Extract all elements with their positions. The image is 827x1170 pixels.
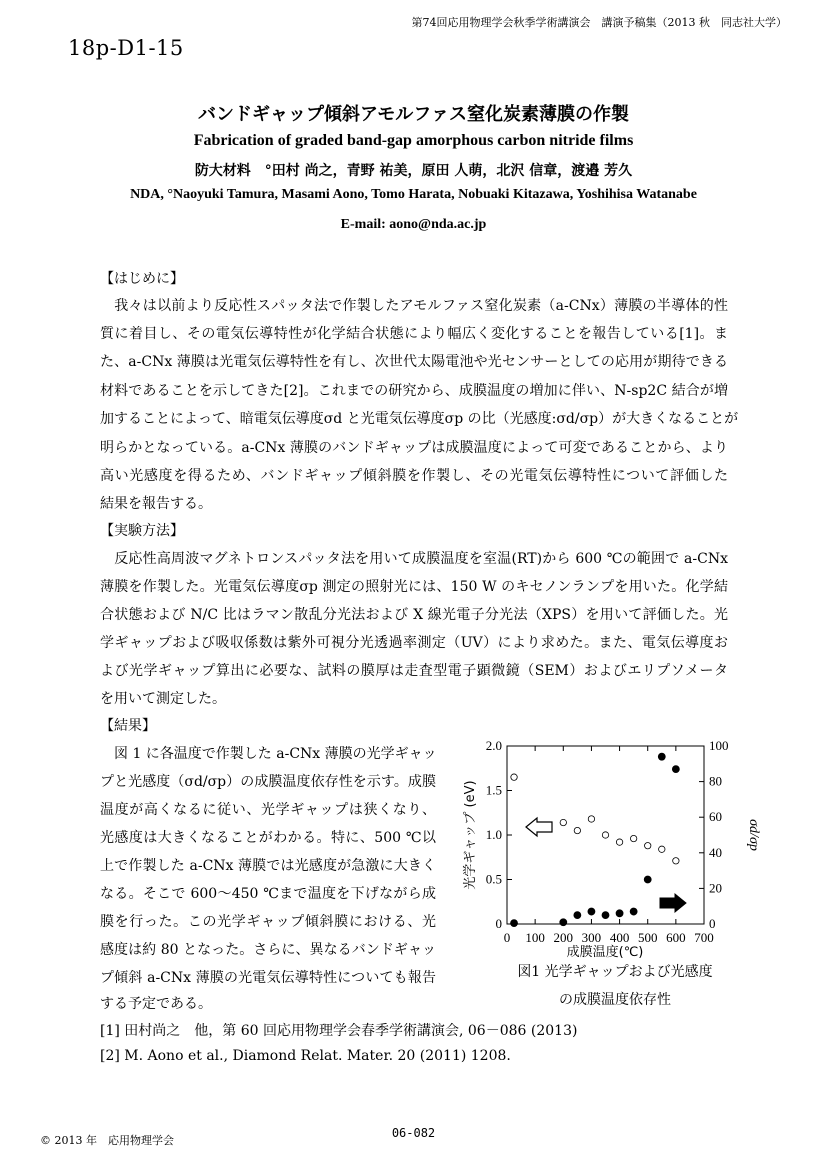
conference-header: 第74回応用物理学会秋季学術講演会 講演予稿集（2013 秋 同志社大学） xyxy=(411,16,787,29)
intro-line: た、a-CNx 薄膜は光電気伝導特性を有し、次世代太陽電池や光センサーとしての応用が期待できる xyxy=(100,354,728,370)
results-line: 光感度は大きくなることがわかる。特に、500 ℃以 xyxy=(100,830,436,846)
intro-line: 結果を報告する。 xyxy=(100,496,212,512)
results-line: 膜を行った。この光学ギャップ傾斜膜における、光 xyxy=(100,914,436,930)
left-axis-arrow-icon xyxy=(526,818,552,836)
results-line: 温度が高くなるに従い、光学ギャップは狭くなり、 xyxy=(100,802,436,818)
y-tick-label: 2.0 xyxy=(485,738,502,753)
reference-2: [2] M. Aono et al., Diamond Relat. Mater. 20 (2011) 1208. xyxy=(100,1048,511,1064)
y2-tick-label: 100 xyxy=(709,738,729,753)
y2-axis-label: σd/σp xyxy=(746,819,761,851)
optical-gap-point xyxy=(602,832,608,838)
title-japanese: バンドギャップ傾斜アモルファス窒化炭素薄膜の作製 xyxy=(198,104,629,125)
intro-line: 我々は以前より反応性スパッタ法で作製したアモルファス窒化炭素（a-CNx）薄膜の半導体的性 xyxy=(100,298,728,314)
email: E-mail: aono@nda.ac.jp xyxy=(340,217,487,232)
methods-line: よび光学ギャップ算出に必要な、試料の膜厚は走査型電子顕微鏡（SEM）およびエリプソメータ xyxy=(100,663,728,679)
y2-tick-label: 80 xyxy=(709,773,722,789)
x-tick-label: 300 xyxy=(581,930,602,945)
photosensitivity-point xyxy=(672,766,679,773)
methods-line: 反応性高周波マグネトロンスパッタ法を用いて成膜温度を室温(RT)から 600 ℃の範囲で a-CNx xyxy=(100,551,728,567)
authors-english: NDA, °Naoyuki Tamura, Masami Aono, Tomo Harata, Nobuaki Kitazawa, Yoshihisa Watanabe xyxy=(130,187,697,202)
results-heading: 【結果】 xyxy=(100,718,156,734)
photosensitivity-point xyxy=(602,912,609,919)
methods-line: 合状態および N/C 比はラマン散乱分光法および X 線光電子分光法（XPS）を用いて評価した。光 xyxy=(100,607,728,623)
y-tick-labels xyxy=(486,738,502,931)
y-tick-label: 1.5 xyxy=(485,782,502,798)
intro-line: 質に着目し、その電気伝導特性が化学結合状態により幅広く変化することを報告している[1]。ま xyxy=(100,326,728,342)
reference-1: [1] 田村尚之 他，第 60 回応用物理学会春季学術講演会, 06－086 (2013) xyxy=(100,1023,578,1039)
optical-gap-point xyxy=(560,819,566,825)
methods-line: 薄膜を作製した。光電気伝導度σp 測定の照射光には、150 W のキセノンランプを用いた。化学結 xyxy=(100,579,728,595)
results-line: プと光感度（σd/σp）の成膜温度依存性を示す。成膜 xyxy=(100,774,436,790)
intro-line: 明らかとなっている。a-CNx 薄膜のバンドギャップは成膜温度によって可変であることから、より xyxy=(100,440,728,456)
results-line: なる。そこで 600～450 ℃まで温度を下げながら成 xyxy=(100,886,436,902)
figure-1-chart xyxy=(455,735,765,960)
title-english: Fabrication of graded band-gap amorphous carbon nitride films xyxy=(193,132,634,149)
data-points xyxy=(511,753,680,926)
optical-gap-point xyxy=(645,842,651,848)
x-tick-labels xyxy=(504,930,714,945)
photosensitivity-point xyxy=(658,753,665,760)
x-tick-label: 200 xyxy=(553,930,574,945)
photosensitivity-point xyxy=(630,908,637,915)
optical-gap-point xyxy=(511,774,517,780)
photosensitivity-point xyxy=(588,908,595,915)
right-axis-arrow-icon xyxy=(660,894,686,912)
optical-gap-point xyxy=(673,858,679,864)
y-tick-label: 0 xyxy=(495,916,502,931)
photosensitivity-point xyxy=(644,876,651,883)
x-tick-label: 400 xyxy=(609,930,630,945)
methods-line: 学ギャップおよび吸収係数は紫外可視分光透過率測定（UV）により求めた。また、電気伝導度お xyxy=(100,635,728,651)
intro-heading: 【はじめに】 xyxy=(100,271,184,287)
figure-caption-line2: の成膜温度依存性 xyxy=(559,992,671,1008)
methods-line: を用いて測定した。 xyxy=(100,691,226,707)
x-tick-label: 600 xyxy=(666,930,686,945)
x-tick-label: 700 xyxy=(694,930,714,945)
photosensitivity-point xyxy=(574,912,581,919)
x-tick-label: 0 xyxy=(503,930,511,945)
results-line: 上で作製した a-CNx 薄膜では光感度が急激に大きく xyxy=(100,858,436,874)
x-tick-label: 100 xyxy=(525,930,545,945)
photosensitivity-point xyxy=(511,920,518,927)
y-axis-label: 光学ギャップ (eV) xyxy=(463,780,478,890)
results-line: プ傾斜 a-CNx 薄膜の光電気伝導特性についても報告 xyxy=(100,970,436,986)
y-tick-label: 1.0 xyxy=(485,827,502,842)
optical-gap-point xyxy=(574,827,580,833)
intro-line: 材料であることを示してきた[2]。これまでの研究から、成膜温度の増加に伴い、N-sp2C 結合が増 xyxy=(100,383,728,399)
optical-gap-point xyxy=(616,839,622,845)
y2-tick-label: 40 xyxy=(709,844,722,860)
optical-gap-point xyxy=(659,846,665,852)
copyright: © 2013 年 応用物理学会 xyxy=(40,1134,174,1147)
y2-tick-label: 20 xyxy=(709,880,722,896)
presentation-code: 18p-D1-15 xyxy=(68,36,184,60)
photosensitivity-point xyxy=(616,910,623,917)
results-line: 図 1 に各温度で作製した a-CNx 薄膜の光学ギャッ xyxy=(100,746,437,762)
y-tick-label: 0.5 xyxy=(485,871,502,887)
results-line: する予定である。 xyxy=(100,996,212,1012)
x-axis-label: 成膜温度(℃) xyxy=(566,945,644,960)
photosensitivity-point xyxy=(560,919,567,926)
page-number: 06-082 xyxy=(391,1126,436,1140)
y2-tick-label: 60 xyxy=(709,809,722,825)
optical-gap-point xyxy=(630,835,636,841)
optical-gap-point xyxy=(588,816,594,822)
authors-japanese: 防大材料 °田村 尚之，青野 祐美，原田 人萌，北沢 信章，渡邉 芳久 xyxy=(194,163,633,179)
y2-tick-labels xyxy=(709,738,729,931)
intro-line: 高い光感度を得るため、バンドギャップ傾斜膜を作製し、その光電気伝導特性について評価した xyxy=(100,468,728,484)
results-line: 感度は約 80 となった。さらに、異なるバンドギャッ xyxy=(100,942,436,958)
x-tick-label: 500 xyxy=(637,930,658,945)
figure-caption-line1: 図1 光学ギャップおよび光感度 xyxy=(517,964,713,980)
intro-line: 加することによって、暗電気伝導度σd と光電気伝導度σp の比（光感度:σd/σp）が大きくなることが xyxy=(100,411,739,427)
methods-heading: 【実験方法】 xyxy=(100,523,184,539)
y2-tick-label: 0 xyxy=(709,916,716,931)
